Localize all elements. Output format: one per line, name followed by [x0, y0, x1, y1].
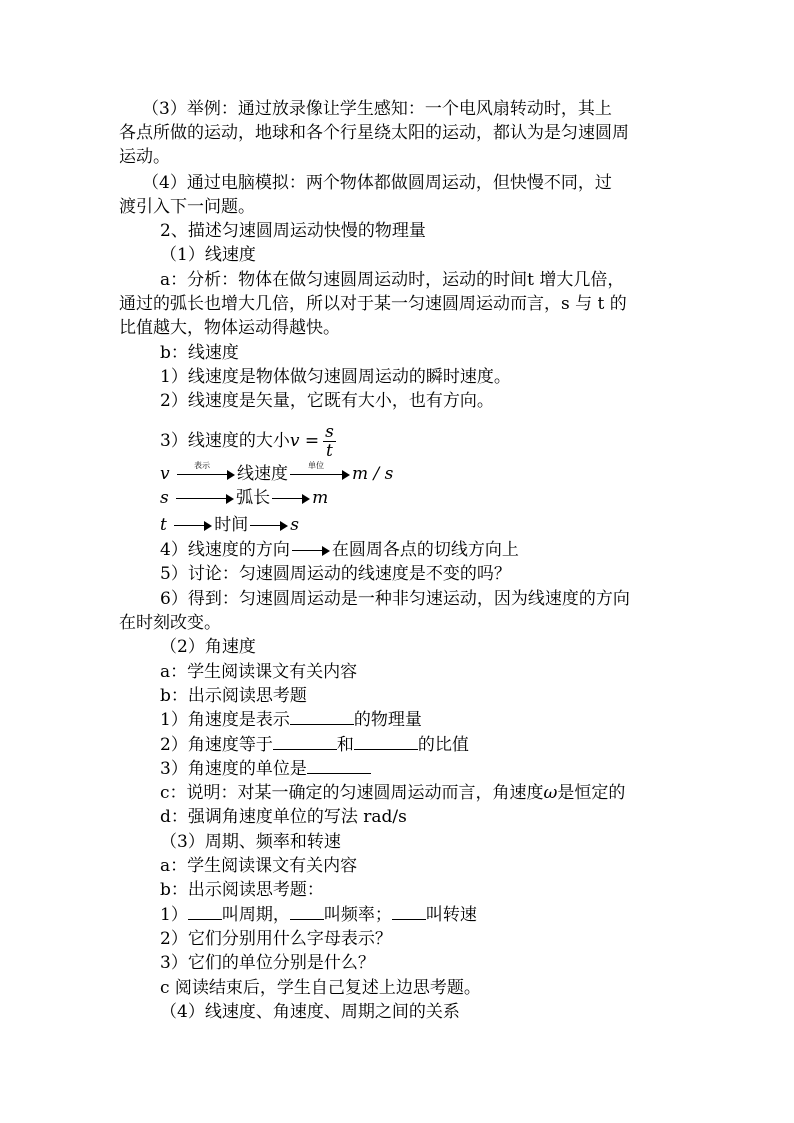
paragraph-line: b：线速度 — [160, 343, 239, 363]
arrow-icon — [250, 521, 288, 531]
paragraph-line: 2）线速度是矢量，它既有大小，也有方向。 — [160, 391, 494, 411]
question-line: 1） 叫周期， 叫频率； 叫转速 — [160, 905, 477, 925]
formula-denominator: t — [326, 441, 333, 461]
paragraph-line: 6）得到：匀速圆周运动是一种非匀速运动，因为线速度的方向 — [160, 589, 630, 609]
paragraph-line: 1）线速度是物体做匀速圆周运动的瞬时速度。 — [160, 367, 511, 387]
fill-blank[interactable] — [392, 903, 426, 920]
formula-fraction — [323, 423, 336, 460]
fill-blank[interactable] — [290, 708, 354, 725]
paragraph-line: c：说明：对某一确定的匀速圆周运动而言，角速度ω是恒定的 — [160, 783, 626, 803]
subsection-heading: （2）角速度 — [160, 637, 256, 657]
mapping-unit: m — [312, 488, 329, 508]
fill-blank[interactable] — [307, 757, 371, 774]
paragraph-line: （3）举例：通过放录像让学生感知：一个电风扇转动时，其上 — [142, 99, 612, 119]
question-line: 2）角速度等于 和 的比值 — [160, 735, 469, 755]
mapping-symbol: v — [160, 464, 170, 484]
arrow-icon — [177, 460, 235, 480]
mapping-row — [160, 513, 299, 537]
paragraph-line: c 阅读结束后，学生自己复述上边思考题。 — [160, 978, 481, 998]
paragraph-line: 比值越大，物体运动得越快。 — [119, 318, 340, 338]
paragraph-line: 2）它们分别用什么字母表示？ — [160, 929, 392, 949]
mapping-unit: m / s — [352, 464, 394, 484]
mapping-symbol: t — [160, 515, 167, 535]
formula-numerator: s — [325, 422, 334, 442]
fill-blank[interactable] — [188, 903, 222, 920]
paragraph-line: 在时刻改变。 — [119, 613, 221, 633]
paragraph-line: 渡引入下一问题。 — [119, 197, 255, 217]
direction-line — [160, 538, 519, 562]
arrow-icon — [176, 494, 234, 504]
question-line: 1）角速度是表示 的物理量 — [160, 710, 422, 730]
formula-label: 3）线速度的大小 — [160, 431, 290, 451]
arrow-icon — [272, 494, 310, 504]
mapping-meaning: 时间 — [214, 515, 249, 535]
fill-blank[interactable] — [273, 733, 337, 750]
paragraph-line: a：学生阅读课文有关内容 — [160, 662, 358, 682]
paragraph-line: 运动。 — [119, 147, 170, 167]
subsection-heading: （1）线速度 — [160, 245, 256, 265]
mapping-meaning: 弧长 — [236, 488, 271, 508]
paragraph-line: a：分析：物体在做匀速圆周运动时，运动的时间t 增大几倍， — [160, 270, 625, 290]
formula-line — [160, 421, 336, 461]
fill-blank[interactable] — [290, 903, 324, 920]
mapping-row — [160, 462, 393, 486]
fill-blank[interactable] — [354, 733, 418, 750]
section-heading: 2、描述匀速圆周运动快慢的物理量 — [160, 221, 426, 241]
arrow-icon — [292, 546, 330, 556]
paragraph-line: b：出示阅读思考题： — [160, 880, 324, 900]
mapping-row — [160, 486, 328, 510]
paragraph-line: d：强调角速度单位的写法 rad/s — [160, 807, 407, 827]
direction-text: 在圆周各点的切线方向上 — [331, 540, 519, 560]
mapping-symbol: s — [160, 488, 169, 508]
paragraph-line: 各点所做的运动，地球和各个行星绕太阳的运动，都认为是匀速圆周 — [119, 123, 629, 143]
paragraph-line: 通过的弧长也增大几倍，所以对于某一匀速圆周运动而言，s 与 t 的 — [119, 294, 627, 314]
direction-label: 4）线速度的方向 — [160, 540, 290, 560]
arrow-icon — [174, 521, 212, 531]
subsection-heading: （3）周期、频率和转速 — [160, 832, 341, 852]
arrow-icon — [290, 460, 350, 480]
paragraph-line: b：出示阅读思考题 — [160, 686, 307, 706]
mapping-meaning: 线速度 — [237, 464, 289, 484]
subsection-heading: （4）线速度、角速度、周期之间的关系 — [160, 1002, 460, 1022]
arrow-tag: 表示 — [194, 460, 211, 470]
question-line: 3）角速度的单位是 — [160, 757, 371, 781]
paragraph-line: 3）它们的单位分别是什么？ — [160, 953, 375, 973]
paragraph-line: a：学生阅读课文有关内容 — [160, 856, 358, 876]
paragraph-line: （4）通过电脑模拟：两个物体都做圆周运动，但快慢不同，过 — [142, 173, 612, 193]
arrow-tag: 单位 — [308, 460, 325, 470]
mapping-unit: s — [290, 515, 299, 535]
paragraph-line: 5）讨论：匀速圆周运动的线速度是不变的吗？ — [160, 564, 511, 584]
formula-lhs: v = — [289, 431, 320, 451]
omega-symbol: ω — [543, 783, 558, 803]
